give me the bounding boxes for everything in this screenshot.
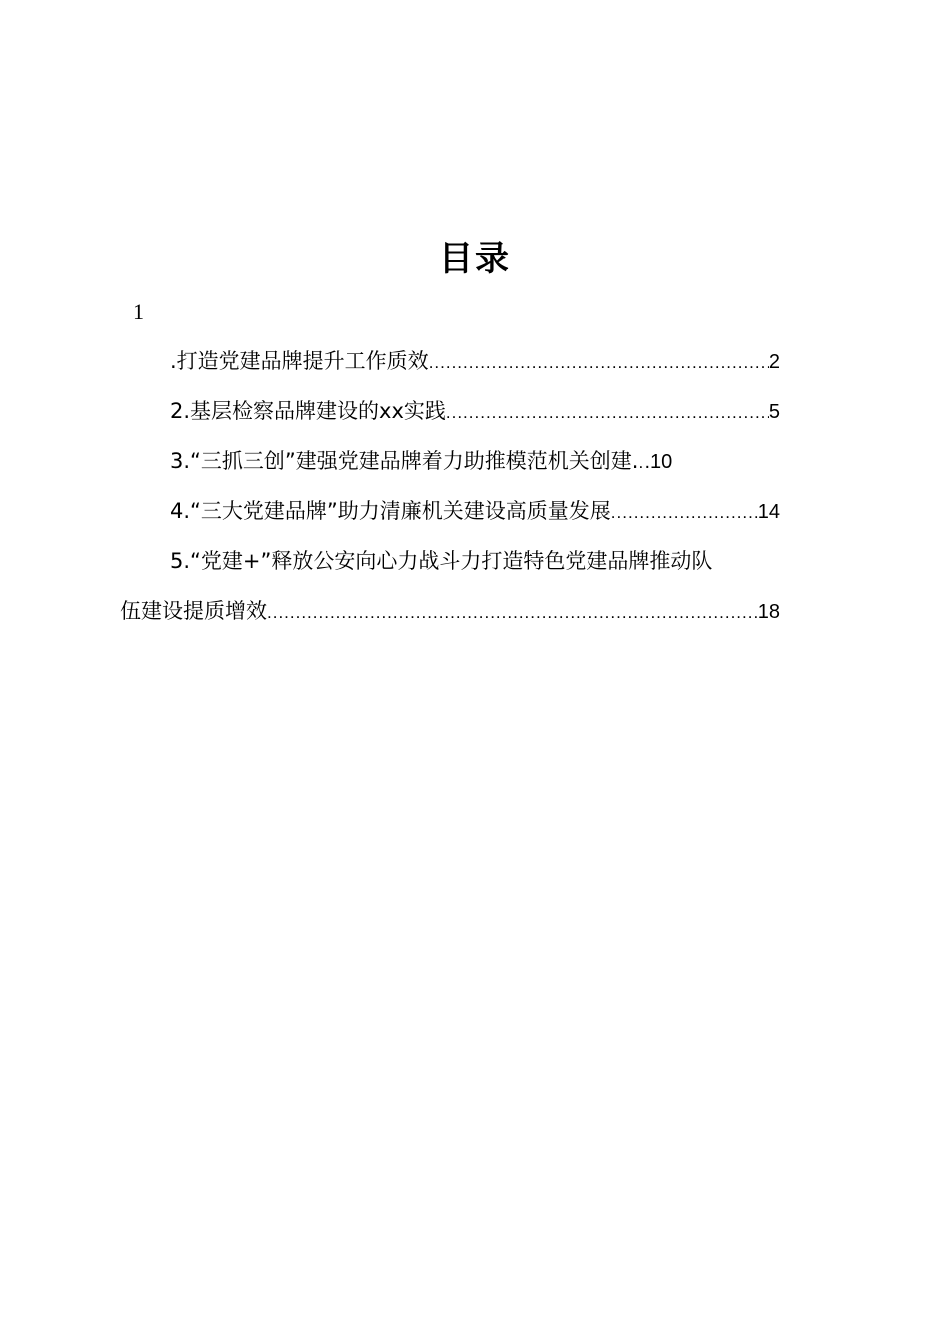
toc-entry-1[interactable] <box>170 346 780 378</box>
toc-entry-5-line-1[interactable]: 5.“党建+”释放公安向心力战斗力打造特色党建品牌推动队 <box>170 549 713 573</box>
toc-entry-title: 伍建设提质增效 <box>120 599 267 623</box>
toc-title: 目录 <box>439 239 511 279</box>
toc-entry-page: 5 <box>768 401 780 423</box>
toc-entry-page: 2 <box>768 351 780 373</box>
toc-entry-title: 4.“三大党建品牌”助力清廉机关建设高质量发展 <box>170 499 611 523</box>
toc-leader-dots <box>446 398 769 428</box>
toc-entry-page: .10 <box>644 451 673 473</box>
toc-entry-5-line-2[interactable] <box>120 596 780 628</box>
toc-entry-4[interactable] <box>170 496 780 528</box>
toc-leader-dots <box>611 498 758 528</box>
toc-leader-dots <box>429 348 769 378</box>
toc-entry-3[interactable] <box>170 446 780 478</box>
toc-leader-dots <box>267 598 758 628</box>
stray-page-number: 1 <box>133 299 144 324</box>
toc-entry-page: 14 <box>757 501 780 523</box>
toc-entry-2[interactable] <box>170 396 780 428</box>
toc-entry-title: 3.“三抓三创”建强党建品牌着力助推模范机关创建. <box>170 449 639 473</box>
toc-entry-title: 2.基层检察品牌建设的xx实践 <box>170 399 446 423</box>
toc-entry-title: .打造党建品牌提升工作质效 <box>170 349 429 373</box>
toc-entry-page: 18 <box>757 601 780 623</box>
